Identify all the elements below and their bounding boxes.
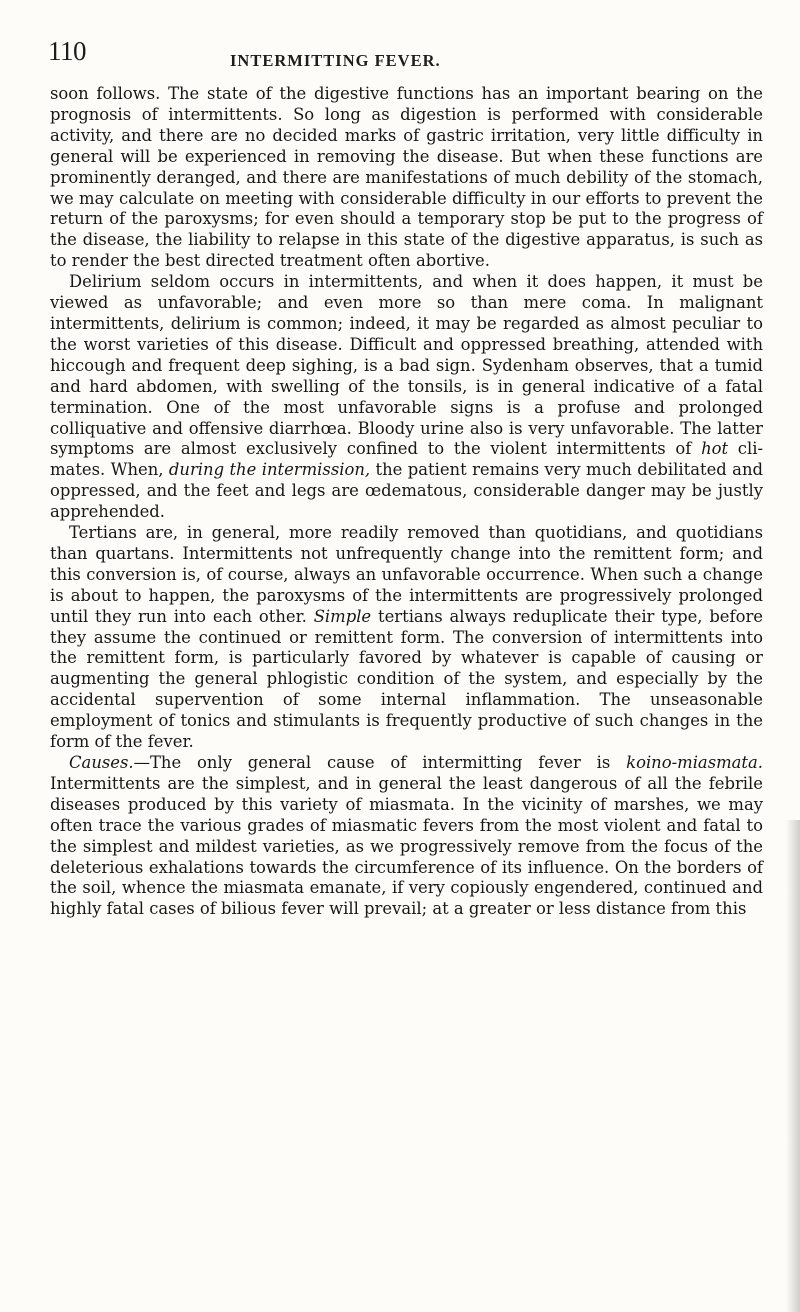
text-run: tertians always reduplicate their type, before they assume the continued or remittent form. The conversion of intermittents into the remittent form, is particularly favored by whatever is capable of causing or augmenting the general phlogistic condition of the system, and especially by the accidental supervention of some internal inflammation. The unseasonable employment of tonics and stimulants is frequently productive of such changes in the form of the fever. <box>50 606 763 752</box>
page-number: 110 <box>48 36 86 66</box>
text-run: Delirium seldom occurs in intermittents, and when it does happen, it must be viewed as unfavorable; and even more so than mere coma. In malignant intermittents, delirium is common; indeed, it may be regarded as almost peculiar to the worst varieties of this disease. Difficult and oppressed breathing, attended with hiccough and frequent deep sighing, is a bad sign. Sydenham observes, that a tumid and hard abdomen, with swelling of the tonsils, is in general indicative of a fatal termination. One of the most unfavorable signs is a profuse and prolonged colliquative and offensive diarrhœa. Bloody urine also is very unfavorable. The latter symptoms are almost exclusively confined to the violent intermittents of <box>50 272 763 459</box>
text-run: the patient remains very much debilitated and oppressed, and the feet and legs are œdematous, considerable danger may be justly apprehended. <box>50 460 763 522</box>
body-text <box>50 84 763 920</box>
italic-text: koino-miasmata. <box>626 753 763 772</box>
text-run: Intermittents are the simplest, and in general the least dangerous of all the febrile diseases produced by this variety of miasmata. In the vicinity of marshes, we may often trace the various grades of miasmatic fevers from the most violent and fatal to the simplest and mildest varieties, as we progressively remove from the focus of the deleterious exhalations towards the circumference of its influence. On the borders of the soil, whence the miasmata emanate, if very copiously engendered, continued and highly fatal cases of bilious fever will prevail; at a greater or less distance from this <box>50 773 763 919</box>
text-run: soon follows. The state of the digestive functions has an important bearing on the prognosis of intermittents. So long as digestion is performed with considerable activity, and there are no decided marks of gastric irritation, very little difficulty in general will be experienced in removing the disease. But when these functions are prominently deranged, and there are manifestations of much debility of the stomach, we may calculate on meeting with considerable difficulty in our efforts to prevent the return of the paroxysms; for even should a temporary stop be put to the progress of the disease, the liability to relapse in this state of the digestive apparatus, is such as to render the best directed treatment often abortive. <box>50 84 763 271</box>
text-run: Tertians are, in general, more readily removed than quotidians, and quotidians than quartans. Intermittents not unfrequently change into the remittent form; and this conversion is, of course, always an unfavorable occurrence. When such a change is about to happen, the paroxysms of the intermittents are progressively prolonged until they run into each other. <box>50 523 763 626</box>
text-run: climates. When, <box>50 439 763 480</box>
paragraph <box>50 84 763 272</box>
italic-text: hot <box>701 439 729 459</box>
italic-text: during the intermission, <box>168 460 371 480</box>
paragraph <box>50 523 763 753</box>
italic-text: Simple <box>313 606 372 626</box>
page-edge-shadow <box>786 820 800 1312</box>
paragraph <box>50 272 763 523</box>
section-heading-causes: Causes. <box>69 753 134 772</box>
text-run: —The only general cause of intermitting fever is <box>133 753 627 772</box>
running-head-title: INTERMITTING FEVER. <box>230 51 441 70</box>
paragraph <box>50 753 763 920</box>
